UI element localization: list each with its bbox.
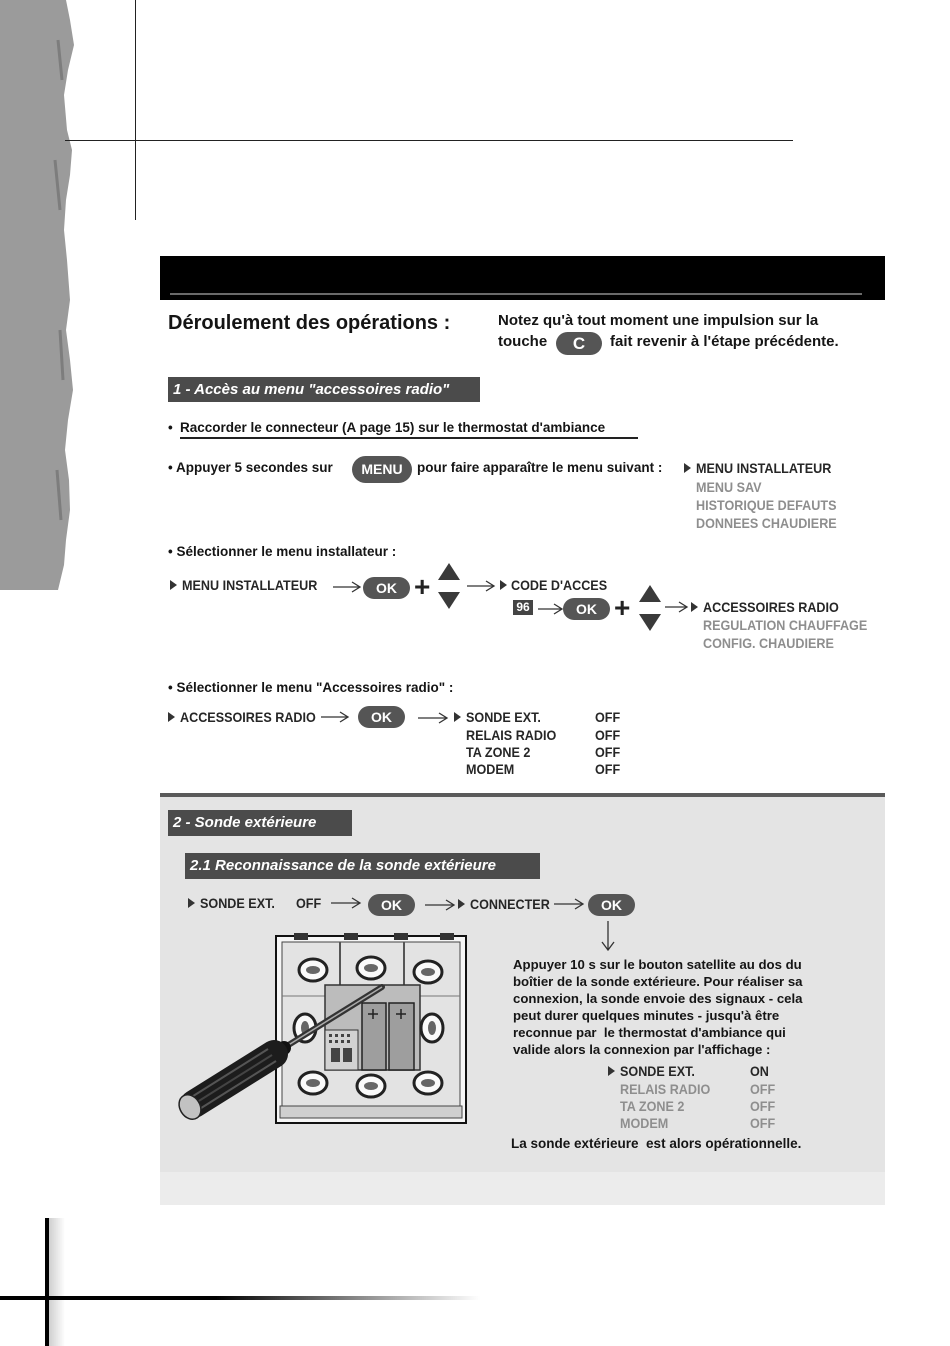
step-accessories: • Sélectionner le menu "Accessoires radio" : — [168, 680, 454, 695]
top-horizontal-rule — [65, 140, 793, 141]
result-label: MODEM — [620, 1115, 669, 1131]
bottom-horizontal-rule — [0, 1296, 480, 1300]
selection-pointer-icon — [458, 899, 465, 909]
installer-menu-item: REGULATION CHAUFFAGE — [703, 617, 868, 633]
menu-key: MENU — [352, 456, 412, 483]
page-edge-strip — [0, 0, 80, 600]
flow-arrow-icon — [424, 898, 456, 912]
flow-sonde-ext-value: OFF — [296, 895, 322, 911]
instruction-line: boîtier de la sonde extérieure. Pour réaliser sa — [513, 974, 803, 989]
selection-pointer-icon — [684, 463, 691, 473]
main-menu-item: DONNEES CHAUDIERE — [696, 515, 837, 531]
selection-pointer-icon — [454, 712, 461, 722]
code-acces-label: CODE D'ACCES — [511, 577, 608, 593]
ok-key: OK — [363, 577, 410, 599]
result-value: OFF — [750, 1081, 776, 1097]
thermostat-screwdriver-illustration — [168, 930, 468, 1130]
instruction-line: valide alors la connexion par l'affichage : — [513, 1042, 771, 1057]
c-key: C — [556, 332, 602, 355]
accessory-value: OFF — [595, 709, 621, 725]
result-value: ON — [750, 1063, 769, 1079]
accessory-label: TA ZONE 2 — [466, 744, 531, 760]
accessory-value: OFF — [595, 761, 621, 777]
bottom-vertical-rule — [45, 1218, 49, 1346]
flow-sonde-ext: SONDE EXT. — [200, 895, 275, 911]
banner-underline — [170, 293, 862, 295]
up-down-keys-icon — [438, 563, 460, 609]
top-vertical-rule — [135, 0, 136, 220]
instruction-line: connexion, la sonde envoie des signaux - cela — [513, 991, 803, 1006]
flow-arrow-icon — [664, 600, 694, 614]
result-label: RELAIS RADIO — [620, 1081, 711, 1097]
flow-arrow-icon — [330, 896, 362, 910]
note-line-1: Notez qu'à tout moment une impulsion sur la — [498, 312, 819, 329]
accessory-value: OFF — [595, 727, 621, 743]
bottom-side-shade — [49, 1218, 65, 1346]
instruction-line: reconnue par le thermostat d'ambiance qui — [513, 1025, 786, 1040]
main-menu-item: MENU INSTALLATEUR — [696, 460, 832, 476]
step-connect-underline — [180, 437, 638, 439]
step-menu-before: • Appuyer 5 secondes sur — [168, 460, 333, 475]
down-arrow-icon — [600, 920, 616, 952]
accessory-label: RELAIS RADIO — [466, 727, 557, 743]
flow-arrow-icon — [332, 580, 362, 594]
selection-pointer-icon — [188, 898, 195, 908]
instruction-line: Appuyer 10 s sur le bouton satellite au dos du — [513, 957, 802, 972]
selection-pointer-icon — [608, 1066, 615, 1076]
instruction-line: peut durer quelques minutes - jusqu'à être — [513, 1008, 780, 1023]
flow-arrow-icon — [466, 579, 496, 593]
section-1-header: 1 - Accès au menu "accessoires radio" — [168, 377, 480, 402]
step-menu-after: pour faire apparaître le menu suivant : — [417, 460, 663, 475]
up-down-keys-icon — [639, 585, 661, 631]
conclusion: La sonde extérieure est alors opérationnelle. — [511, 1136, 802, 1151]
result-label: TA ZONE 2 — [620, 1098, 685, 1114]
result-value: OFF — [750, 1115, 776, 1131]
selection-pointer-icon — [170, 580, 177, 590]
note-touche: touche — [498, 333, 548, 350]
accessory-label: MODEM — [466, 761, 515, 777]
step-installer: • Sélectionner le menu installateur : — [168, 544, 397, 559]
ok-key: OK — [358, 706, 405, 728]
section-2-1-subheader: 2.1 Reconnaissance de la sonde extérieure — [185, 853, 540, 879]
operations-title: Déroulement des opérations : — [168, 312, 451, 334]
accessory-label: SONDE EXT. — [466, 709, 541, 725]
accessory-value: OFF — [595, 744, 621, 760]
flow-arrow-icon — [417, 711, 449, 725]
access-code-value: 96 — [513, 600, 533, 615]
flow-menu-installateur: MENU INSTALLATEUR — [182, 577, 318, 593]
plus-sign: + — [614, 592, 631, 623]
section-2-top-bar — [160, 793, 885, 797]
result-label: SONDE EXT. — [620, 1063, 695, 1079]
flow-connecter: CONNECTER — [470, 896, 550, 912]
selection-pointer-icon — [500, 580, 507, 590]
selection-pointer-icon — [691, 602, 698, 612]
installer-menu-item: ACCESSOIRES RADIO — [703, 599, 839, 615]
flow-arrow-icon — [553, 897, 585, 911]
plus-sign: + — [414, 571, 431, 602]
flow-arrow-icon — [320, 710, 350, 724]
ok-key: OK — [588, 894, 635, 916]
flow-accessoires-radio: ACCESSOIRES RADIO — [180, 709, 316, 725]
section-2-header: 2 - Sonde extérieure — [168, 810, 352, 836]
step-connect-text: Raccorder le connecteur (A page 15) sur le thermostat d'ambiance — [180, 420, 606, 435]
bullet: • — [168, 420, 173, 435]
main-menu-item: MENU SAV — [696, 479, 762, 495]
main-menu-item: HISTORIQUE DEFAUTS — [696, 497, 837, 513]
ok-key: OK — [563, 598, 610, 620]
installer-menu-item: CONFIG. CHAUDIERE — [703, 635, 834, 651]
result-value: OFF — [750, 1098, 776, 1114]
ok-key: OK — [368, 894, 415, 916]
selection-pointer-icon — [168, 712, 175, 722]
note-end: fait revenir à l'étape précédente. — [610, 333, 839, 350]
